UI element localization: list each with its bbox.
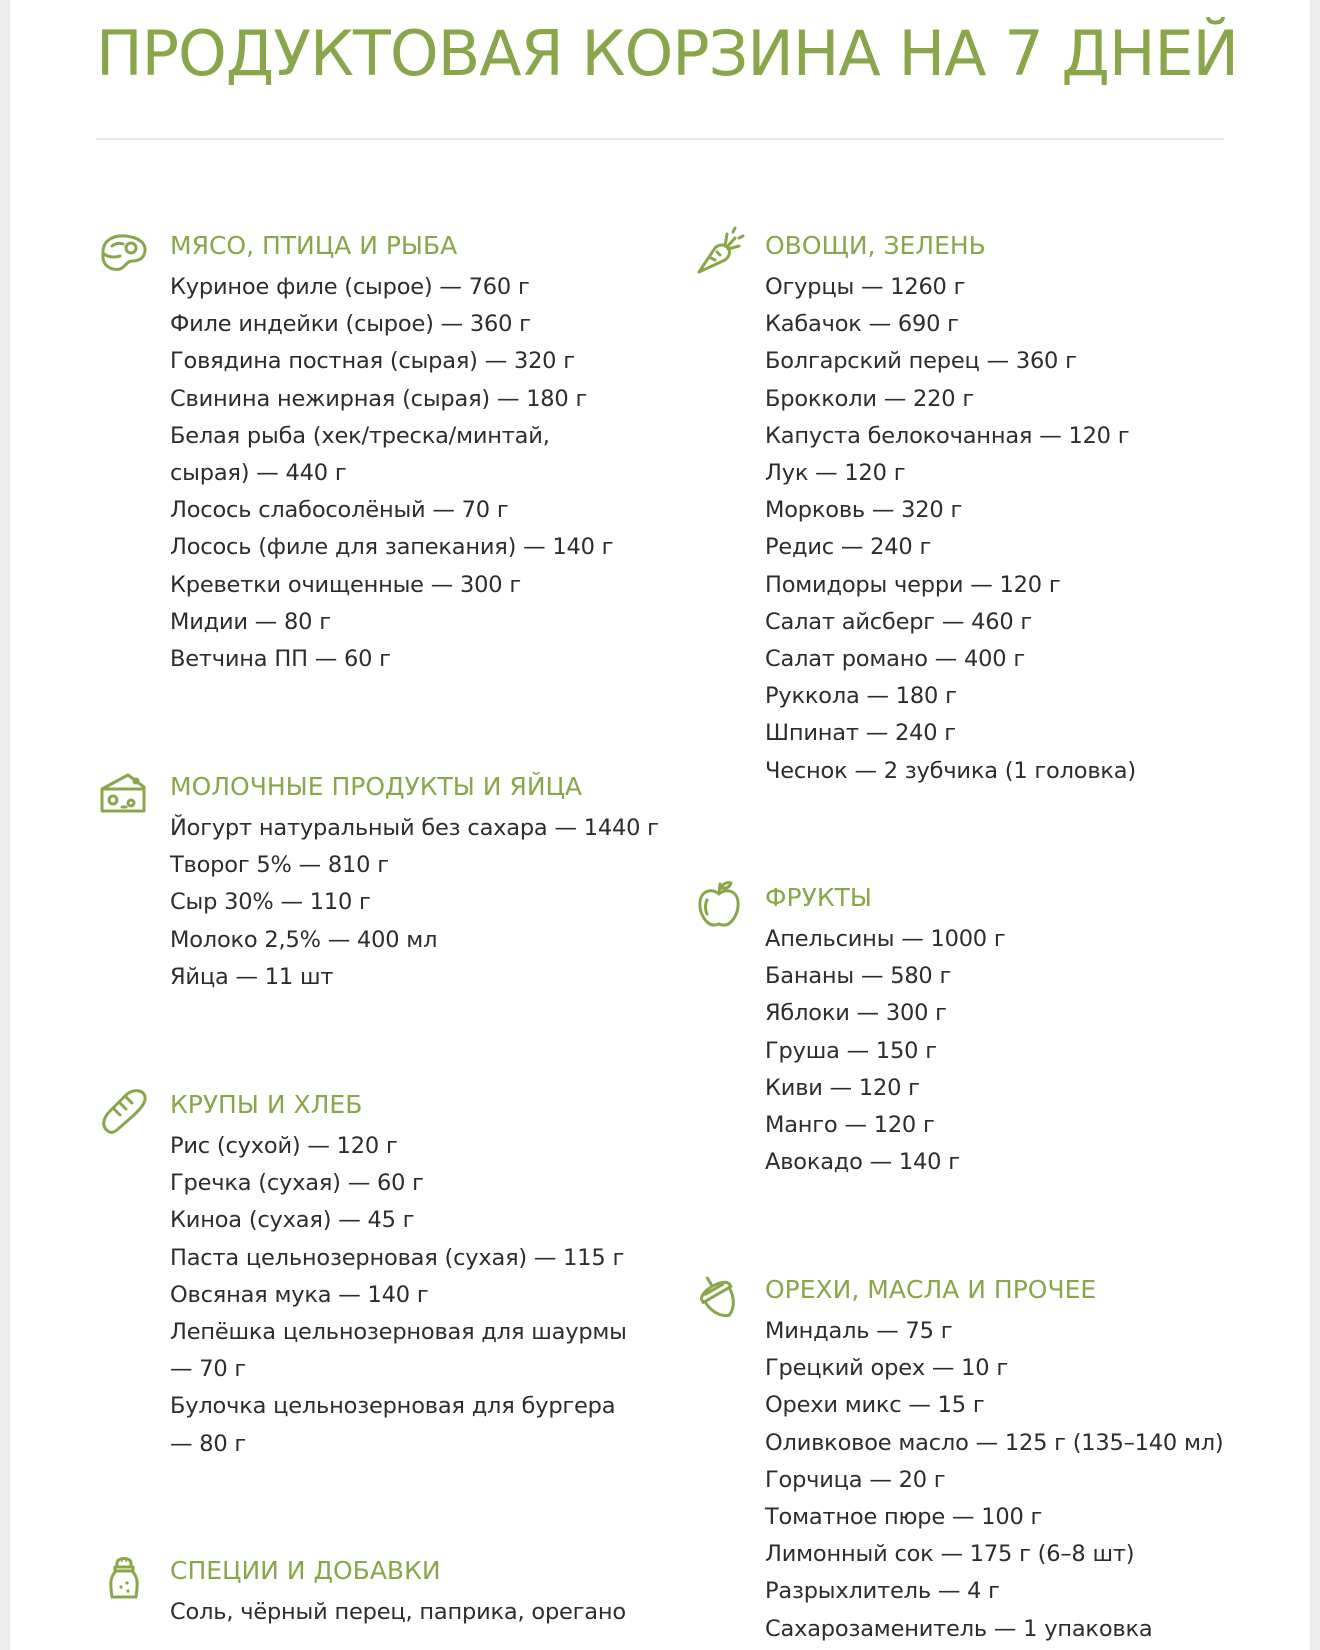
list-item: Йогурт натуральный без сахара — 1440 г (170, 815, 659, 841)
section-heading-meat: МЯСО, ПТИЦА И РЫБА (170, 231, 458, 260)
section-list-vegetables (765, 269, 1136, 790)
list-item: Морковь — 320 г (765, 497, 963, 524)
cheese-icon (98, 767, 150, 819)
list-item: Киноа (сухая) — 45 г (170, 1207, 415, 1234)
list-item: Шпинат — 240 г (765, 720, 956, 747)
carrot-icon (693, 226, 745, 278)
list-item: Салат айсберг — 460 г (765, 608, 1033, 635)
list-item: Говядина постная (сырая) — 320 г (170, 348, 575, 375)
list-item: Куриное филе (сырое) — 760 г (170, 274, 530, 300)
section-list-spices (170, 1594, 626, 1631)
section-list-dairy (170, 810, 659, 996)
list-item: сырая) — 440 г (170, 460, 347, 487)
section-list-nuts (765, 1313, 1224, 1648)
list-item: Булочка цельнозерновая для бургера (170, 1393, 616, 1420)
list-item: Лук — 120 г (765, 460, 906, 487)
list-item: Яблоки — 300 г (765, 1000, 947, 1027)
list-item: Сыр 30% — 110 г (170, 889, 371, 916)
list-item: Грецкий орех — 10 г (765, 1355, 1008, 1382)
title-divider (96, 138, 1224, 140)
list-item: Сахарозаменитель — 1 упаковка (765, 1615, 1153, 1642)
section-heading-spices: СПЕЦИИ И ДОБАВКИ (170, 1556, 441, 1585)
section-heading-dairy: МОЛОЧНЫЕ ПРОДУКТЫ И ЯЙЦА (170, 772, 583, 801)
list-item: Молоко 2,5% — 400 мл (170, 926, 438, 953)
page-title: ПРОДУКТОВАЯ КОРЗИНА НА 7 ДНЕЙ (96, 17, 1239, 90)
list-item: Креветки очищенные — 300 г (170, 571, 521, 598)
list-item: Яйца — 11 шт (170, 963, 334, 990)
list-item: Орехи микс — 15 г (765, 1392, 985, 1419)
list-item: Авокадо — 140 г (765, 1149, 960, 1176)
list-item: Болгарский перец — 360 г (765, 348, 1077, 375)
list-item: Ветчина ПП — 60 г (170, 646, 391, 673)
list-item: Соль, чёрный перец, паприка, орегано (170, 1599, 626, 1625)
list-item: Лосось (филе для запекания) — 140 г (170, 534, 614, 561)
bread-icon (98, 1085, 150, 1137)
list-item: Салат романо — 400 г (765, 646, 1025, 673)
list-item: Редис — 240 г (765, 534, 932, 561)
list-item: Лепёшка цельнозерновая для шаурмы (170, 1319, 627, 1346)
section-heading-nuts: ОРЕХИ, МАСЛА И ПРОЧЕЕ (765, 1275, 1097, 1304)
list-item: Мидии — 80 г (170, 608, 331, 635)
list-item: Чеснок — 2 зубчика (1 головка) (765, 757, 1136, 784)
list-item: Бананы — 580 г (765, 963, 952, 990)
list-item: Лосось слабосолёный — 70 г (170, 497, 509, 524)
list-item: — 70 г (170, 1356, 247, 1383)
list-item: Свинина нежирная (сырая) — 180 г (170, 385, 588, 412)
apple-icon (693, 878, 745, 930)
list-item: Рис (сухой) — 120 г (170, 1133, 398, 1159)
list-item: Манго — 120 г (765, 1112, 935, 1139)
page-edge-left (0, 0, 10, 1650)
list-item: Белая рыба (хек/треска/минтай, (170, 422, 550, 449)
list-item: — 80 г (170, 1430, 247, 1457)
page-edge-right (1310, 0, 1320, 1650)
list-item: Брокколи — 220 г (765, 385, 974, 412)
list-item: Разрыхлитель — 4 г (765, 1578, 1000, 1605)
acorn-icon (693, 1270, 745, 1322)
list-item: Огурцы — 1260 г (765, 274, 966, 300)
list-item: Филе индейки (сырое) — 360 г (170, 311, 531, 338)
list-item: Апельсины — 1000 г (765, 926, 1006, 952)
list-item: Овсяная мука — 140 г (170, 1281, 429, 1308)
list-item: Томатное пюре — 100 г (765, 1504, 1043, 1531)
list-item: Лимонный сок — 175 г (6–8 шт) (765, 1541, 1135, 1568)
list-item: Руккола — 180 г (765, 683, 957, 710)
section-heading-grains: КРУПЫ И ХЛЕБ (170, 1090, 363, 1119)
list-item: Кабачок — 690 г (765, 311, 959, 338)
list-item: Горчица — 20 г (765, 1466, 946, 1493)
section-list-fruits (765, 921, 1006, 1181)
list-item: Помидоры черри — 120 г (765, 571, 1061, 598)
list-item: Гречка (сухая) — 60 г (170, 1170, 424, 1197)
list-item: Творог 5% — 810 г (170, 852, 389, 879)
section-list-meat (170, 269, 613, 678)
section-heading-fruits: ФРУКТЫ (765, 883, 872, 912)
section-list-grains (170, 1128, 627, 1463)
list-item: Паста цельнозерновая (сухая) — 115 г (170, 1244, 625, 1271)
section-heading-vegetables: ОВОЩИ, ЗЕЛЕНЬ (765, 231, 986, 260)
list-item: Груша — 150 г (765, 1037, 937, 1064)
list-item: Киви — 120 г (765, 1074, 920, 1101)
salt-shaker-icon (98, 1551, 150, 1603)
list-item: Оливковое масло — 125 г (135–140 мл) (765, 1429, 1224, 1456)
list-item: Миндаль — 75 г (765, 1318, 953, 1344)
steak-icon (98, 226, 150, 278)
list-item: Капуста белокочанная — 120 г (765, 422, 1130, 449)
